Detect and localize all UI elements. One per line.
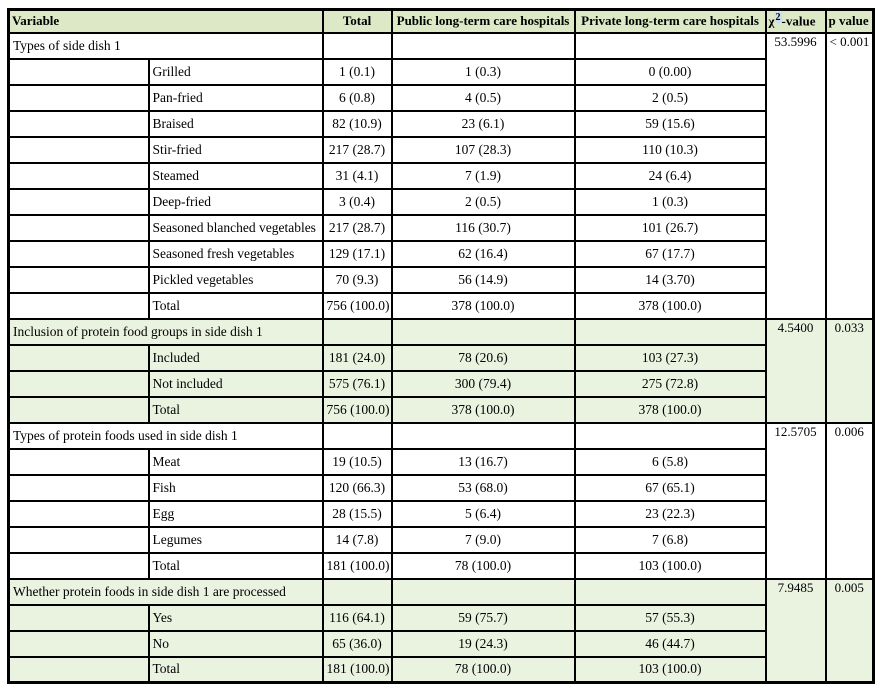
column-header-public-hospitals: Public long-term care hospitals — [392, 10, 575, 33]
public-hospital-value: 78 (100.0) — [392, 553, 575, 579]
section-total-empty-cell — [323, 319, 392, 345]
table-row — [9, 475, 874, 501]
private-hospital-value: 101 (26.7) — [575, 215, 766, 241]
private-hospital-value: 23 (22.3) — [575, 501, 766, 527]
total-value: 181 (24.0) — [323, 345, 392, 371]
row-label: Fish — [149, 475, 323, 501]
private-hospital-value: 24 (6.4) — [575, 163, 766, 189]
row-indent-cell — [9, 163, 149, 189]
total-value: 82 (10.9) — [323, 111, 392, 137]
column-header-variable: Variable — [9, 10, 323, 33]
table-row — [9, 215, 874, 241]
column-header-p-value: p value — [826, 10, 874, 33]
table-row — [9, 371, 874, 397]
row-label: Yes — [149, 605, 323, 631]
public-hospital-value: 78 (100.0) — [392, 657, 575, 683]
public-hospital-value: 116 (30.7) — [392, 215, 575, 241]
row-indent-cell — [9, 85, 149, 111]
row-label: Total — [149, 553, 323, 579]
private-hospital-value: 7 (6.8) — [575, 527, 766, 553]
public-hospital-value: 5 (6.4) — [392, 501, 575, 527]
public-hospital-value: 1 (0.3) — [392, 59, 575, 85]
row-indent-cell — [9, 449, 149, 475]
section-header-row — [9, 579, 874, 605]
public-hospital-value: 7 (9.0) — [392, 527, 575, 553]
row-indent-cell — [9, 267, 149, 293]
table-row — [9, 631, 874, 657]
section-header-row — [9, 33, 874, 59]
total-value: 31 (4.1) — [323, 163, 392, 189]
section-total-empty-cell — [323, 33, 392, 59]
table-row — [9, 501, 874, 527]
column-header-chi-square — [766, 10, 826, 33]
table-row — [9, 111, 874, 137]
section-private-empty-cell — [575, 319, 766, 345]
section-private-empty-cell — [575, 423, 766, 449]
row-label: Stir-fried — [149, 137, 323, 163]
section-label: Types of protein foods used in side dish 1 — [9, 423, 323, 449]
private-hospital-value: 103 (100.0) — [575, 553, 766, 579]
public-hospital-value: 2 (0.5) — [392, 189, 575, 215]
row-indent-cell — [9, 527, 149, 553]
private-hospital-value: 275 (72.8) — [575, 371, 766, 397]
row-label: Included — [149, 345, 323, 371]
public-hospital-value: 7 (1.9) — [392, 163, 575, 189]
public-hospital-value: 62 (16.4) — [392, 241, 575, 267]
section-total-empty-cell — [323, 423, 392, 449]
public-hospital-value: 19 (24.3) — [392, 631, 575, 657]
total-value: 575 (76.1) — [323, 371, 392, 397]
section-public-empty-cell — [392, 579, 575, 605]
total-value: 14 (7.8) — [323, 527, 392, 553]
public-hospital-value: 78 (20.6) — [392, 345, 575, 371]
results-table — [7, 8, 875, 684]
row-indent-cell — [9, 397, 149, 423]
row-indent-cell — [9, 241, 149, 267]
row-label: Total — [149, 293, 323, 319]
row-indent-cell — [9, 215, 149, 241]
header-row — [9, 10, 874, 33]
row-indent-cell — [9, 605, 149, 631]
section-private-empty-cell — [575, 33, 766, 59]
section-header-row — [9, 423, 874, 449]
private-hospital-value: 2 (0.5) — [575, 85, 766, 111]
table-row — [9, 553, 874, 579]
row-indent-cell — [9, 475, 149, 501]
total-value: 1 (0.1) — [323, 59, 392, 85]
table-row — [9, 345, 874, 371]
public-hospital-value: 13 (16.7) — [392, 449, 575, 475]
row-label: Pickled vegetables — [149, 267, 323, 293]
row-label: Seasoned fresh vegetables — [149, 241, 323, 267]
total-value: 181 (100.0) — [323, 553, 392, 579]
chi-square-value: 7.9485 — [766, 579, 826, 683]
table-row — [9, 605, 874, 631]
public-hospital-value: 378 (100.0) — [392, 397, 575, 423]
public-hospital-value: 4 (0.5) — [392, 85, 575, 111]
chi-symbol: χ — [768, 13, 775, 29]
total-value: 181 (100.0) — [323, 657, 392, 683]
section-private-empty-cell — [575, 579, 766, 605]
table-row — [9, 189, 874, 215]
chi-value-suffix: -value — [781, 13, 816, 29]
p-value: < 0.001 — [826, 33, 874, 319]
row-label: Pan-fried — [149, 85, 323, 111]
private-hospital-value: 57 (55.3) — [575, 605, 766, 631]
p-value: 0.033 — [826, 319, 874, 423]
section-public-empty-cell — [392, 319, 575, 345]
public-hospital-value: 59 (75.7) — [392, 605, 575, 631]
private-hospital-value: 110 (10.3) — [575, 137, 766, 163]
column-header-private-hospitals: Private long-term care hospitals — [575, 10, 766, 33]
public-hospital-value: 56 (14.9) — [392, 267, 575, 293]
row-indent-cell — [9, 501, 149, 527]
row-label: Seasoned blanched vegetables — [149, 215, 323, 241]
table-row — [9, 293, 874, 319]
public-hospital-value: 23 (6.1) — [392, 111, 575, 137]
row-indent-cell — [9, 553, 149, 579]
row-indent-cell — [9, 189, 149, 215]
section-public-empty-cell — [392, 33, 575, 59]
row-label: Grilled — [149, 59, 323, 85]
row-indent-cell — [9, 59, 149, 85]
total-value: 70 (9.3) — [323, 267, 392, 293]
private-hospital-value: 378 (100.0) — [575, 293, 766, 319]
total-value: 756 (100.0) — [323, 397, 392, 423]
private-hospital-value: 103 (100.0) — [575, 657, 766, 683]
total-value: 116 (64.1) — [323, 605, 392, 631]
row-label: Not included — [149, 371, 323, 397]
table-row — [9, 85, 874, 111]
table-row — [9, 163, 874, 189]
private-hospital-value: 67 (65.1) — [575, 475, 766, 501]
section-label: Inclusion of protein food groups in side dish 1 — [9, 319, 323, 345]
chi-square-value: 4.5400 — [766, 319, 826, 423]
total-value: 6 (0.8) — [323, 85, 392, 111]
total-value: 217 (28.7) — [323, 215, 392, 241]
row-indent-cell — [9, 631, 149, 657]
private-hospital-value: 0 (0.00) — [575, 59, 766, 85]
row-label: Total — [149, 397, 323, 423]
table-body — [9, 33, 874, 683]
table-row — [9, 527, 874, 553]
chi-superscript-highlighted: 2 — [775, 12, 781, 24]
p-value: 0.006 — [826, 423, 874, 579]
section-total-empty-cell — [323, 579, 392, 605]
row-indent-cell — [9, 345, 149, 371]
total-value: 129 (17.1) — [323, 241, 392, 267]
table-row — [9, 267, 874, 293]
total-value: 120 (66.3) — [323, 475, 392, 501]
row-indent-cell — [9, 371, 149, 397]
private-hospital-value: 1 (0.3) — [575, 189, 766, 215]
private-hospital-value: 59 (15.6) — [575, 111, 766, 137]
row-label: Egg — [149, 501, 323, 527]
row-label: Total — [149, 657, 323, 683]
public-hospital-value: 107 (28.3) — [392, 137, 575, 163]
section-header-row — [9, 319, 874, 345]
public-hospital-value: 53 (68.0) — [392, 475, 575, 501]
row-label: No — [149, 631, 323, 657]
chi-square-value: 12.5705 — [766, 423, 826, 579]
total-value: 217 (28.7) — [323, 137, 392, 163]
p-value: 0.005 — [826, 579, 874, 683]
table-row — [9, 241, 874, 267]
private-hospital-value: 103 (27.3) — [575, 345, 766, 371]
row-label: Steamed — [149, 163, 323, 189]
chi-square-value: 53.5996 — [766, 33, 826, 319]
row-indent-cell — [9, 111, 149, 137]
table-row — [9, 137, 874, 163]
public-hospital-value: 378 (100.0) — [392, 293, 575, 319]
total-value: 19 (10.5) — [323, 449, 392, 475]
total-value: 28 (15.5) — [323, 501, 392, 527]
table-row — [9, 449, 874, 475]
table-row — [9, 657, 874, 683]
total-value: 3 (0.4) — [323, 189, 392, 215]
private-hospital-value: 6 (5.8) — [575, 449, 766, 475]
row-label: Braised — [149, 111, 323, 137]
section-label: Whether protein foods in side dish 1 are processed — [9, 579, 323, 605]
table-row — [9, 397, 874, 423]
total-value: 756 (100.0) — [323, 293, 392, 319]
column-header-total: Total — [323, 10, 392, 33]
row-label: Deep-fried — [149, 189, 323, 215]
row-indent-cell — [9, 657, 149, 683]
private-hospital-value: 378 (100.0) — [575, 397, 766, 423]
row-indent-cell — [9, 137, 149, 163]
private-hospital-value: 14 (3.70) — [575, 267, 766, 293]
table-row — [9, 59, 874, 85]
total-value: 65 (36.0) — [323, 631, 392, 657]
row-label: Meat — [149, 449, 323, 475]
row-indent-cell — [9, 293, 149, 319]
section-public-empty-cell — [392, 423, 575, 449]
row-label: Legumes — [149, 527, 323, 553]
section-label: Types of side dish 1 — [9, 33, 323, 59]
public-hospital-value: 300 (79.4) — [392, 371, 575, 397]
private-hospital-value: 67 (17.7) — [575, 241, 766, 267]
private-hospital-value: 46 (44.7) — [575, 631, 766, 657]
